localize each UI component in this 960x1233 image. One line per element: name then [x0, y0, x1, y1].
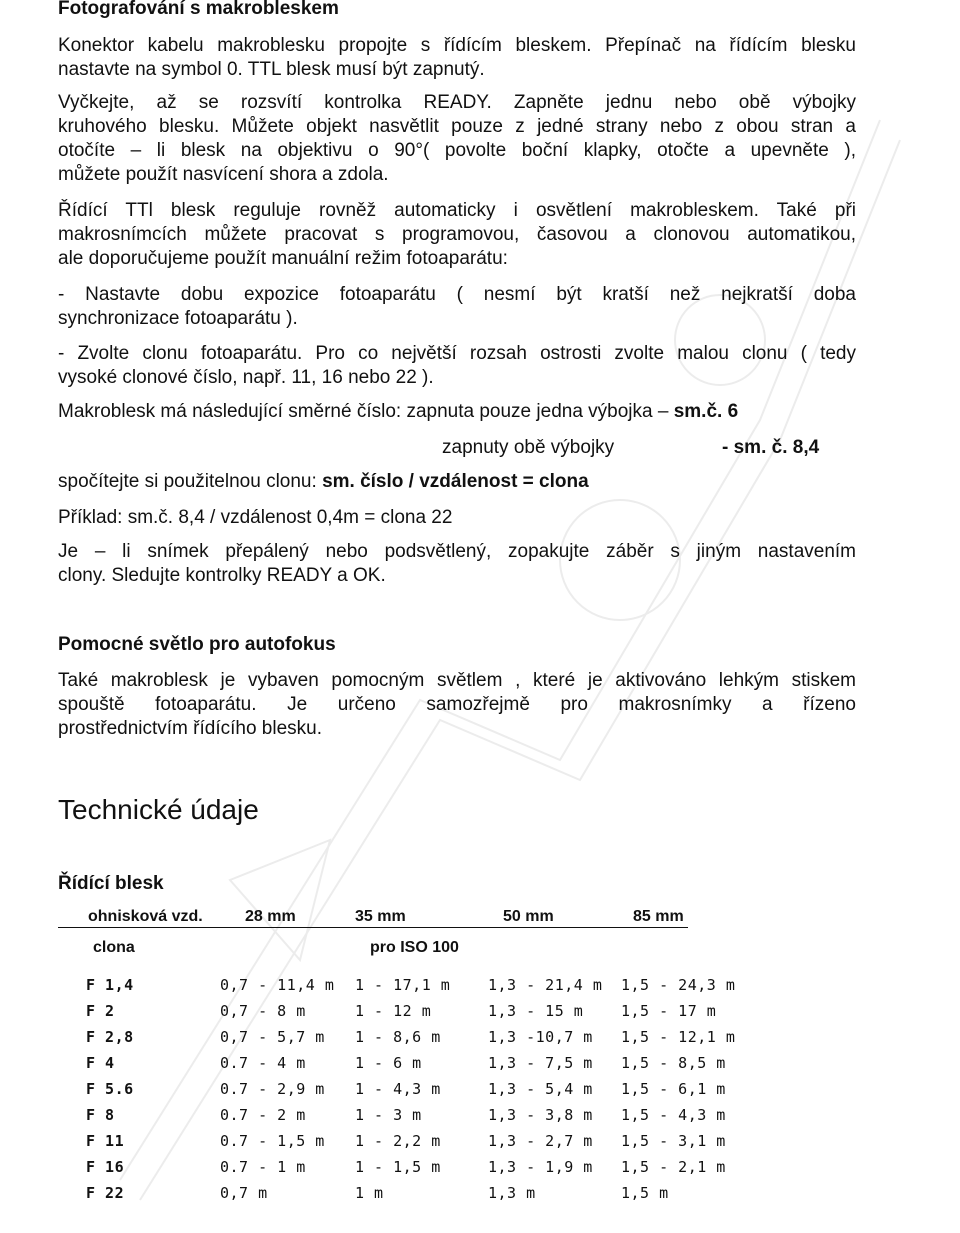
- ttl-paragraph: [58, 199, 856, 271]
- table-header-85mm: 85 mm: [633, 908, 684, 925]
- range-85mm-cell: 1,5 m: [621, 1184, 669, 1202]
- section-title-af-light: Pomocné světlo pro autofokus: [58, 634, 336, 655]
- range-28mm-cell: 0.7 - 1,5 m: [220, 1132, 325, 1150]
- paragraph-line: otočíte – li blesk na objektivu o 90°( povolte boční klapky, otočte a upevněte ),: [58, 140, 856, 161]
- range-35mm-cell: 1 - 4,3 m: [355, 1080, 441, 1098]
- range-85mm-cell: 1,5 - 4,3 m: [621, 1106, 726, 1124]
- paragraph-line: můžete použít nasvícení shora a zdola.: [58, 164, 389, 185]
- paragraph-line: ale doporučujeme použít manuální režim fotoaparátu:: [58, 248, 508, 269]
- table-header-underline: [58, 927, 688, 928]
- section-title-macro-flash: Fotografování s makrobleskem: [58, 0, 339, 19]
- aperture-cell: F 1,4: [86, 976, 134, 994]
- range-50mm-cell: 1,3 -10,7 m: [488, 1028, 593, 1046]
- range-28mm-cell: 0,7 m: [220, 1184, 268, 1202]
- range-35mm-cell: 1 - 2,2 m: [355, 1132, 441, 1150]
- range-28mm-cell: 0.7 - 4 m: [220, 1054, 306, 1072]
- range-85mm-cell: 1,5 - 2,1 m: [621, 1158, 726, 1176]
- range-35mm-cell: 1 - 3 m: [355, 1106, 422, 1124]
- range-35mm-cell: 1 - 6 m: [355, 1054, 422, 1072]
- range-50mm-cell: 1,3 - 3,8 m: [488, 1106, 593, 1124]
- paragraph-line: Konektor kabelu makroblesku propojte s řídícím bleskem. Přepínač na řídícím blesku: [58, 35, 856, 56]
- range-35mm-cell: 1 - 17,1 m: [355, 976, 451, 994]
- paragraph-line: vysoké clonové číslo, např. 11, 16 nebo 22 ).: [58, 367, 434, 388]
- aperture-cell: F 2: [86, 1002, 115, 1020]
- table-header-focal-label: ohnisková vzd.: [88, 908, 203, 925]
- range-35mm-cell: 1 - 12 m: [355, 1002, 432, 1020]
- subsection-title-controller-flash: Řídící blesk: [58, 873, 164, 894]
- range-28mm-cell: 0,7 - 5,7 m: [220, 1028, 325, 1046]
- range-85mm-cell: 1,5 - 12,1 m: [621, 1028, 736, 1046]
- aperture-cell: F 22: [86, 1184, 125, 1202]
- range-85mm-cell: 1,5 - 17 m: [621, 1002, 717, 1020]
- paragraph-line: Také makroblesk je vybaven pomocným světlem , které je aktivováno lehkým stiskem: [58, 670, 856, 691]
- paragraph-line: Je – li snímek přepálený nebo podsvětlený, zopakujte záběr s jiným nastavením: [58, 541, 856, 562]
- table-header-50mm: 50 mm: [503, 908, 554, 925]
- range-50mm-cell: 1,3 - 5,4 m: [488, 1080, 593, 1098]
- paragraph-line: synchronizace fotoaparátu ).: [58, 308, 298, 329]
- ready-paragraph: [58, 91, 856, 187]
- paragraph-line: clony. Sledujte kontrolky READY a OK.: [58, 565, 386, 586]
- range-50mm-cell: 1,3 m: [488, 1184, 536, 1202]
- range-28mm-cell: 0,7 - 11,4 m: [220, 976, 335, 994]
- range-85mm-cell: 1,5 - 3,1 m: [621, 1132, 726, 1150]
- guide-number-one-tube: Makroblesk má následující směrné číslo: zapnuta pouze jedna výbojka – sm.č. 6: [58, 401, 739, 422]
- range-35mm-cell: 1 m: [355, 1184, 384, 1202]
- range-85mm-cell: 1,5 - 24,3 m: [621, 976, 736, 994]
- aperture-cell: F 4: [86, 1054, 115, 1072]
- intro-paragraph: [58, 34, 856, 82]
- aperture-cell: F 2,8: [86, 1028, 134, 1046]
- table-iso-label: pro ISO 100: [370, 939, 459, 956]
- range-85mm-cell: 1,5 - 6,1 m: [621, 1080, 726, 1098]
- range-50mm-cell: 1,3 - 21,4 m: [488, 976, 603, 994]
- range-35mm-cell: 1 - 1,5 m: [355, 1158, 441, 1176]
- range-50mm-cell: 1,3 - 7,5 m: [488, 1054, 593, 1072]
- table-header-35mm: 35 mm: [355, 908, 406, 925]
- aperture-cell: F 11: [86, 1132, 125, 1150]
- aperture-cell: F 5.6: [86, 1080, 134, 1098]
- paragraph-line: kruhového blesku. Můžete objekt nasvětlit pouze z jedné strany nebo z obou stran a: [58, 116, 856, 137]
- range-28mm-cell: 0,7 - 8 m: [220, 1002, 306, 1020]
- paragraph-line: spouště fotoaparátu. Je určeno samozřejmě pro makrosnímky a řízeno: [58, 694, 856, 715]
- exposure-step: [58, 283, 856, 331]
- paragraph-line: Řídící TTl blesk reguluje rovněž automaticky i osvětlení makrobleskem. Také při: [58, 200, 856, 221]
- paragraph-line: prostřednictvím řídícího blesku.: [58, 718, 322, 739]
- guide-number-value: sm.č. 6: [673, 401, 739, 422]
- paragraph-line: - Zvolte clonu fotoaparátu. Pro co největší rozsah ostrosti zvolte malou clonu ( tedy: [58, 343, 856, 364]
- range-28mm-cell: 0.7 - 2,9 m: [220, 1080, 325, 1098]
- aperture-step: [58, 342, 856, 390]
- aperture-formula: spočítejte si použitelnou clonu: sm. číslo / vzdálenost = clona: [58, 471, 589, 492]
- aperture-cell: F 16: [86, 1158, 125, 1176]
- range-50mm-cell: 1,3 - 2,7 m: [488, 1132, 593, 1150]
- retry-paragraph: [58, 540, 856, 588]
- range-28mm-cell: 0.7 - 1 m: [220, 1158, 306, 1176]
- range-85mm-cell: 1,5 - 8,5 m: [621, 1054, 726, 1072]
- paragraph-line: nastavte na symbol 0. TTL blesk musí být zapnutý.: [58, 59, 485, 80]
- range-50mm-cell: 1,3 - 1,9 m: [488, 1158, 593, 1176]
- paragraph-line: - Nastavte dobu expozice fotoaparátu ( nesmí být kratší než nejkratší doba: [58, 284, 856, 305]
- guide-number-two-tubes-value: - sm. č. 8,4: [722, 437, 820, 458]
- af-light-paragraph: [58, 669, 856, 741]
- section-title-tech-specs: Technické údaje: [58, 794, 259, 825]
- range-35mm-cell: 1 - 8,6 m: [355, 1028, 441, 1046]
- range-50mm-cell: 1,3 - 15 m: [488, 1002, 584, 1020]
- aperture-cell: F 8: [86, 1106, 115, 1124]
- guide-number-two-tubes-label: zapnuty obě výbojky: [442, 437, 615, 458]
- range-28mm-cell: 0.7 - 2 m: [220, 1106, 306, 1124]
- paragraph-line: makrosnímcích můžete pracovat s programovou, časovou a clonovou automatikou,: [58, 224, 856, 245]
- example-line: Příklad: sm.č. 8,4 / vzdálenost 0,4m = clona 22: [58, 507, 453, 528]
- paragraph-line: Vyčkejte, až se rozsvítí kontrolka READY. Zapněte jednu nebo obě výbojky: [58, 92, 856, 113]
- table-row-label-aperture: clona: [93, 939, 135, 956]
- table-header-28mm: 28 mm: [245, 908, 296, 925]
